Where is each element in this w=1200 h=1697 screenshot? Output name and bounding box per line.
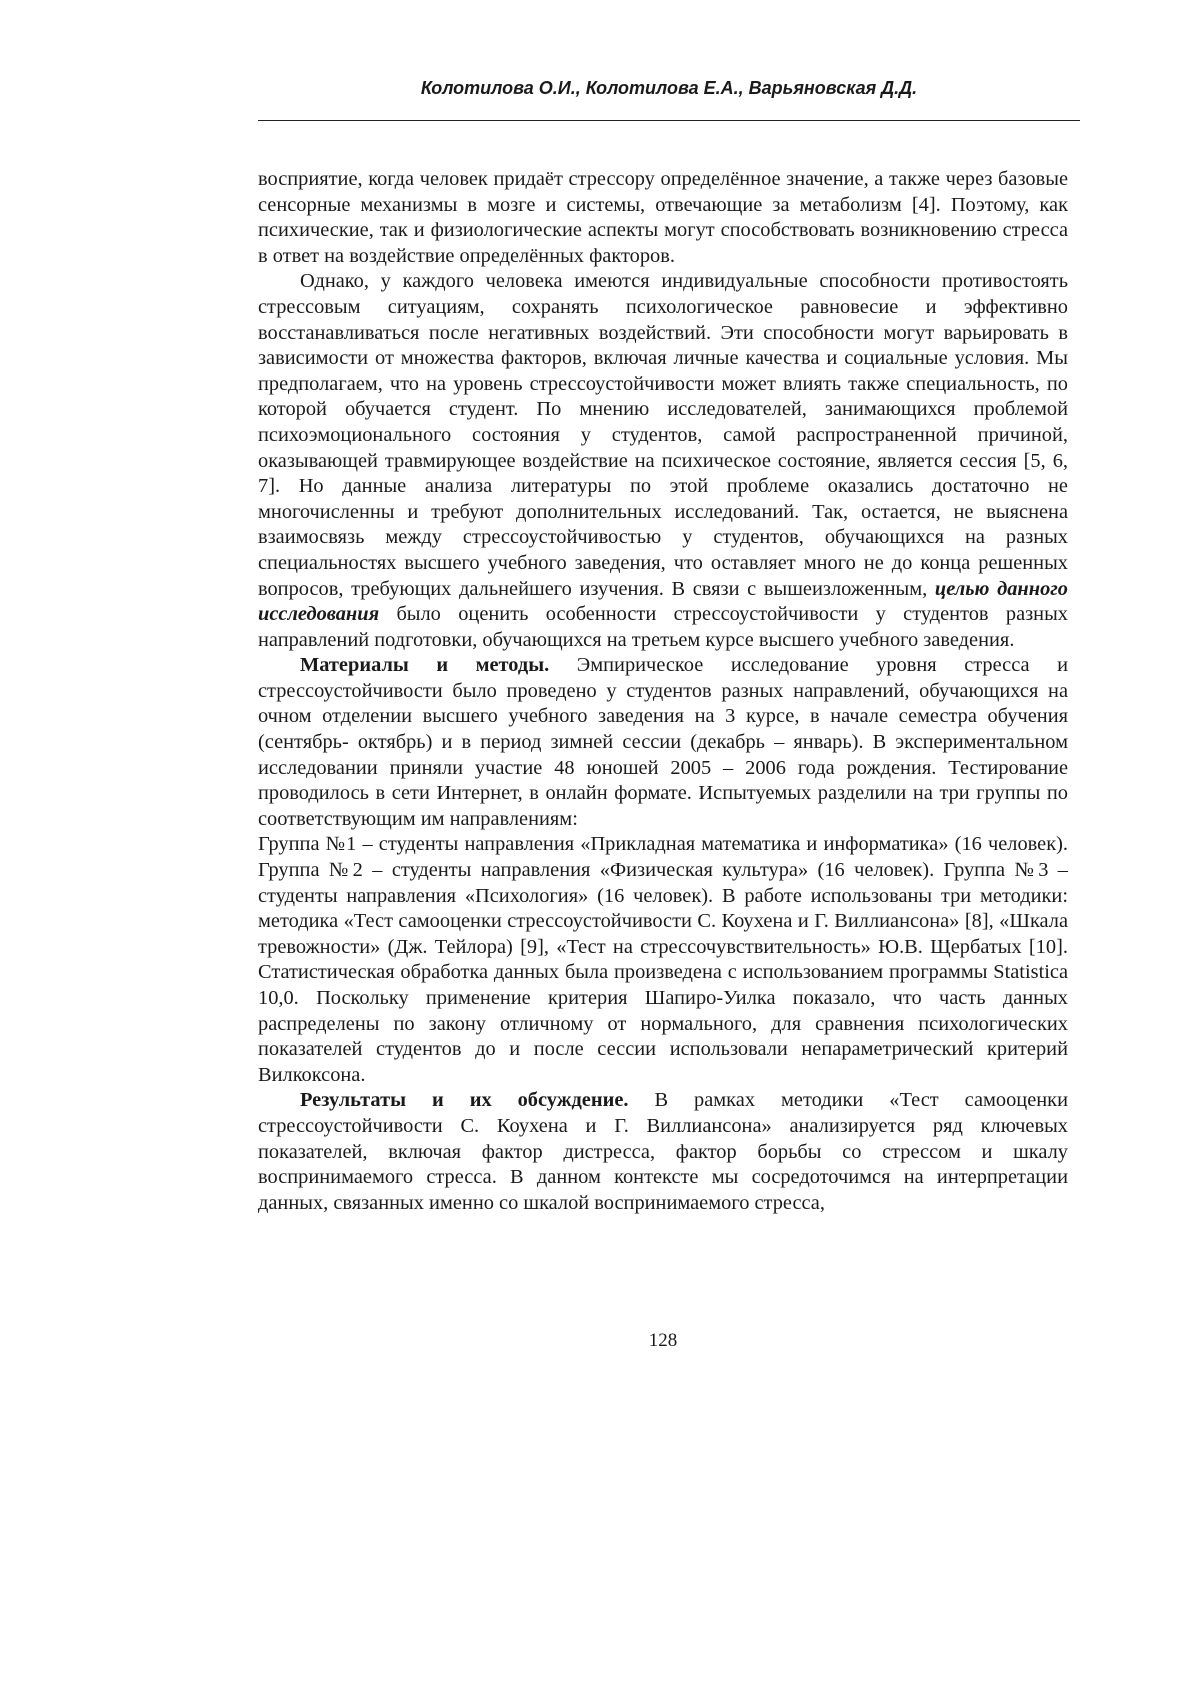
section-heading-materials-methods: Материалы и методы. (300, 654, 550, 677)
paragraph-groups: Группа №1 – студенты направления «Прикладная математика и информатика» (16 человек). Группа №2 – студенты направления «Физическая культура» (16 человек). Группа №3 – студенты направления «Психология» (16 человек). В работе использованы три методики: методика «Тест самооценки стрессоустойчивости С. Коухена и Г. Виллиансона» [8], «Шкала тревожности» (Дж. Тейлора) [9], «Тест на стрессочувствительность» Ю.В. Щербатых [10]. Статистическая обработка данных была произведена с использованием программы Statistica 10,0. Поскольку применение критерия Шапиро-Уилка показало, что часть данных распределены по закону отличному от нормального, для сравнения психологических показателей студентов до и после сессии использовали непараметрический критерий Вилкоксона. (258, 833, 1068, 1086)
section-heading-results: Результаты и их обсуждение. (300, 1089, 629, 1112)
running-head-authors: Колотилова О.И., Колотилова Е.А., Варьяновская Д.Д. (420, 78, 918, 98)
paragraph-results (258, 1088, 1068, 1216)
paragraph-text: Однако, у каждого человека имеются индивидуальные способности противостоять стрессовым ситуациям, сохранять психологическое равновесие и эффективно восстанавливаться после негативных воздействий. Эти способности могут варьировать в зависимости от множества факторов, включая личные качества и социальные условия. Мы предполагаем, что на уровень стрессоустойчивости может влиять также специальность, по которой обучается студент. По мнению исследователей, занимающихся проблемой психоэмоционального состояния у студентов, самой распространенной причиной, оказывающей травмирующее воздействие на психическое состояние, является сессия [5, 6, 7]. Но данные анализа литературы по этой проблеме оказались достаточно не многочисленны и требуют дополнительных исследований. Так, остается, не выяснена взаимосвязь между стрессоустойчивостью у студентов, обучающихся на разных специальностях высшего учебного заведения, что оставляет много не до конца решенных вопросов, требующих дальнейшего изучения. В связи с вышеизложенным, (258, 270, 1068, 600)
paragraph-text: было оценить особенности стрессоустойчивости у студентов разных направлений подготовки, обучающихся на третьем курсе высшего учебного заведения. (258, 603, 1068, 651)
study-aim-emphasis: целью данного исследования (258, 577, 1068, 626)
paragraph-perception: восприятие, когда человек придаёт стрессору определённое значение, а также через базовые сенсорные механизмы в мозге и системы, отвечающие за метаболизм [4]. Поэтому, как психические, так и физиологические аспекты могут способствовать возникновению стресса в ответ на воздействие определённых факторов. (258, 168, 1068, 267)
paragraph-individual-abilities (258, 269, 1068, 653)
body-text (258, 167, 1068, 1216)
paragraph-text: Эмпирическое исследование уровня стресса и стрессоустойчивости было проведено у студентов разных направлений, обучающихся на очном отделении высшего учебного заведения на 3 курсе, в начале семестра обучения (сентябрь- октябрь) и в период зимней сессии (декабрь – январь). В экспериментальном исследовании приняли участие 48 юношей 2005 – 2006 года рождения. Тестирование проводилось в сети Интернет, в онлайн формате. Испытуемых разделили на три группы по соответствующим им направлениям: (258, 654, 1068, 830)
paragraph-text: В рамках методики «Тест самооценки стрессоустойчивости С. Коухена и Г. Виллиансона» анализируется ряд ключевых показателей, включая фактор дистресса, фактор борьбы со стрессом и шкалу воспринимаемого стресса. В данном контексте мы сосредоточимся на интерпретации данных, связанных именно со шкалой воспринимаемого стресса, (258, 1089, 1068, 1214)
page-number: 128 (648, 1330, 678, 1351)
header-rule (258, 120, 1080, 121)
paragraph-materials-methods (258, 653, 1068, 832)
